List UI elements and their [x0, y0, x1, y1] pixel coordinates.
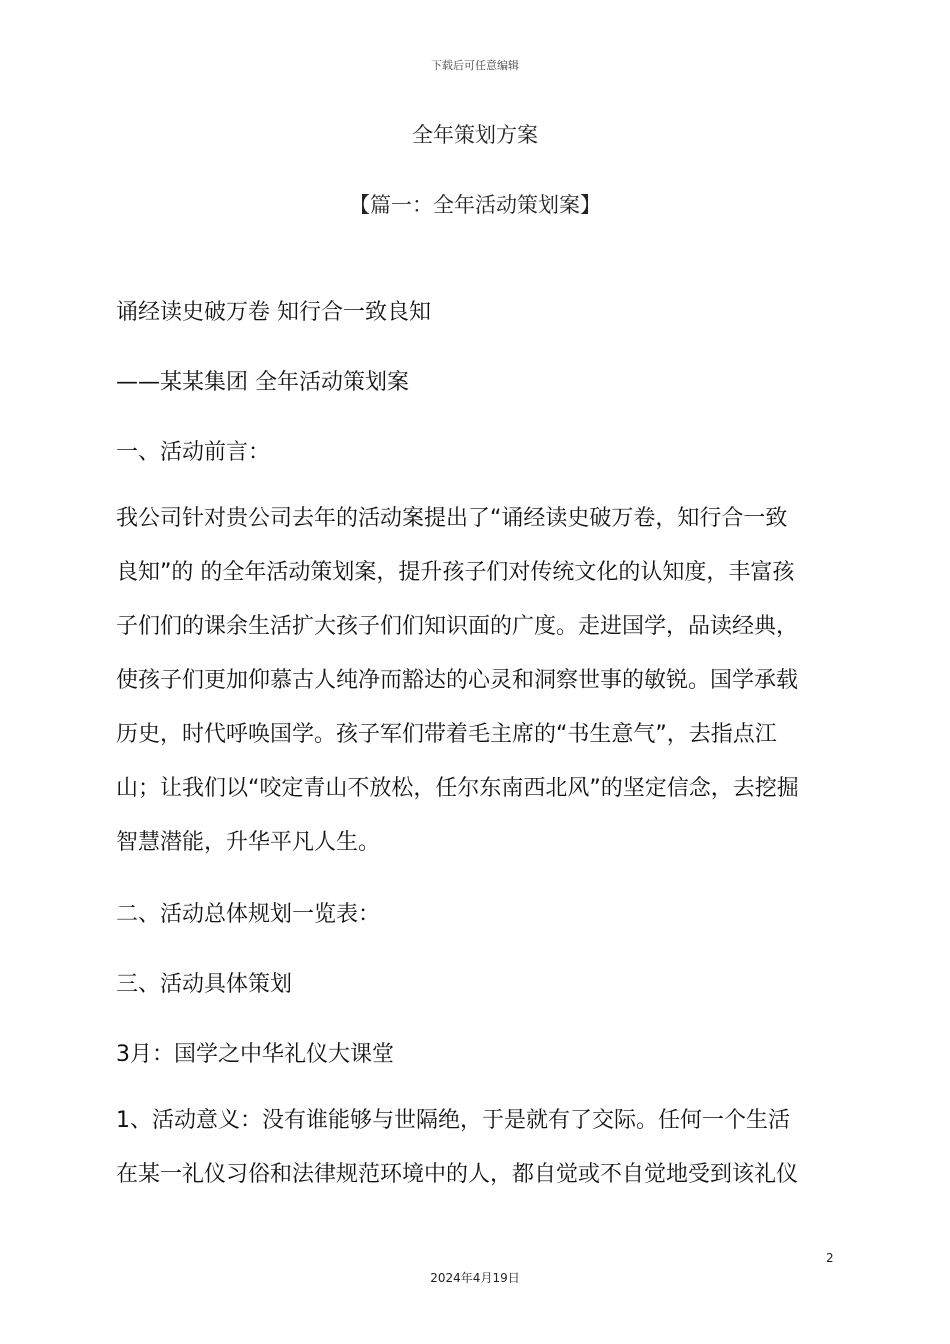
meaning-line: 在某一礼仪习俗和法律规范环境中的人，都自觉或不自觉地受到该礼仪	[116, 1162, 799, 1187]
intro-paragraph	[116, 492, 846, 870]
intro-line: 良知”的 的全年活动策划案，提升孩子们对传统文化的认知度，丰富孩	[116, 560, 795, 585]
sub-heading: ——某某集团 全年活动策划案	[116, 370, 409, 395]
intro-line: 智慧潜能，升华平凡人生。	[116, 830, 381, 855]
document-title: 全年策划方案	[412, 123, 538, 147]
meaning-line: 1、活动意义：没有谁能够与世隔绝，于是就有了交际。任何一个生活	[116, 1108, 790, 1133]
intro-line: 子们们的课余生活扩大孩子们们知识面的广度。走进国学，品读经典，	[116, 614, 799, 639]
meaning-paragraph	[116, 1094, 846, 1202]
footer-date: 2024年4月19日	[430, 1271, 520, 1285]
page-number: 2	[826, 1251, 834, 1265]
section-one-heading: 一、活动前言：	[116, 440, 271, 465]
month-heading: 3月：国学之中华礼仪大课堂	[116, 1042, 394, 1067]
intro-line: 山；让我们以“咬定青山不放松，任尔东南西北风”的坚定信念，去挖掘	[116, 776, 799, 801]
header-note: 下载后可任意编辑	[431, 59, 519, 72]
intro-line: 我公司针对贵公司去年的活动案提出了“诵经读史破万卷，知行合一致	[116, 506, 788, 531]
intro-line: 使孩子们更加仰慕古人纯净而豁达的心灵和洞察世事的敏锐。国学承载	[116, 668, 799, 693]
intro-line: 历史，时代呼唤国学。孩子军们带着毛主席的“书生意气”，去指点江	[116, 722, 777, 747]
section-two-heading: 二、活动总体规划一览表：	[116, 902, 381, 927]
main-heading: 诵经读史破万卷 知行合一致良知	[116, 300, 431, 325]
section-title: 【篇一：全年活动策划案】	[349, 193, 601, 217]
section-three-heading: 三、活动具体策划	[116, 972, 293, 997]
